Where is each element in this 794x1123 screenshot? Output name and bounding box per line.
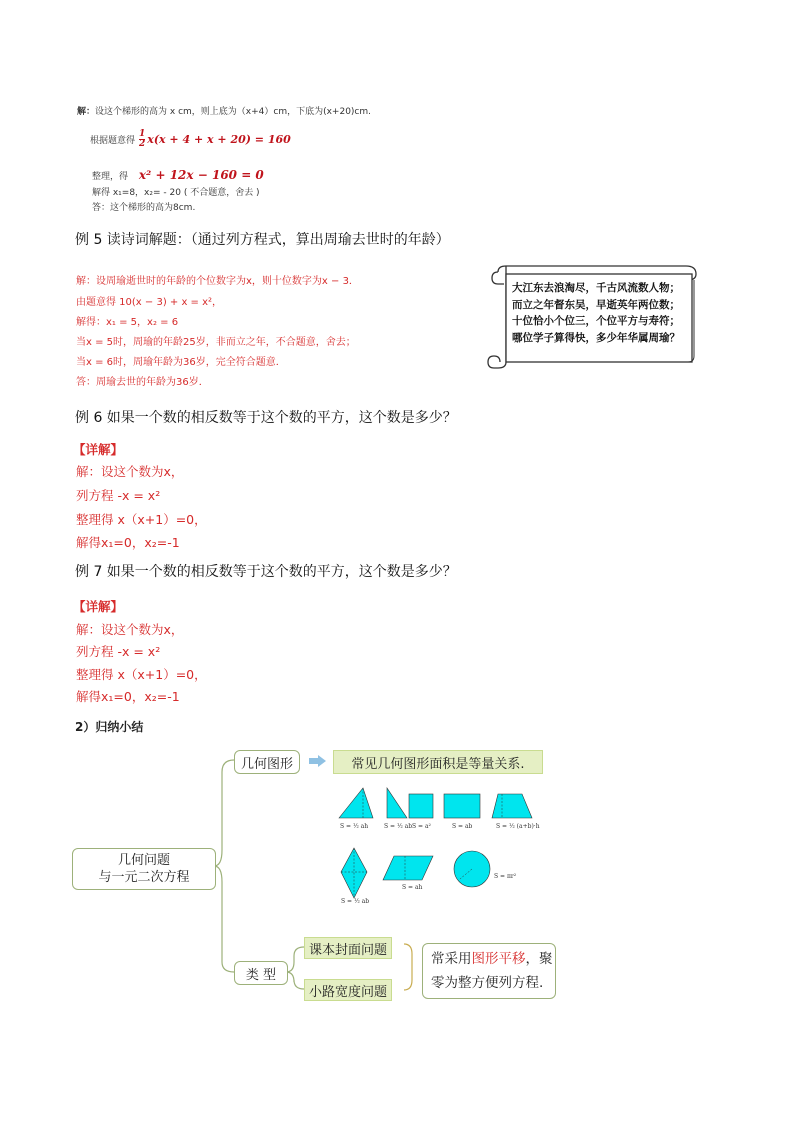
square-shape — [409, 794, 433, 818]
branch-type: 类 型 — [234, 961, 288, 985]
example6-l2: 列方程 -x = x² — [76, 488, 161, 503]
type-item-cover: 课本封面问题 — [304, 937, 392, 959]
poem-line: 大江东去浪淘尽，千古风流数人物； — [512, 282, 680, 294]
arrow-right-icon — [309, 755, 327, 767]
formula-triangle: S = ½ ah — [340, 823, 369, 830]
example6-l3: 整理得 x（x+1）=0， — [76, 512, 207, 527]
example7-l3: 整理得 x（x+1）=0， — [76, 667, 207, 682]
example7-l1: 解：设这个数为x， — [76, 622, 184, 637]
example5-line2: 由题意得 10(x − 3) + x = x²， — [76, 297, 223, 308]
half-fraction: 1 2 — [139, 129, 146, 149]
formula-square: S = a² — [412, 823, 431, 830]
example7-heading: 例 7 如果一个数的相反数等于这个数的平方，这个数是多少？ — [75, 564, 457, 580]
triangle-shape — [339, 788, 373, 818]
example6-heading: 例 6 如果一个数的相反数等于这个数的平方，这个数是多少？ — [75, 410, 457, 426]
example7-l4: 解得x₁=0，x₂=-1 — [76, 689, 180, 704]
trapezoid-line1: 解：设这个梯形的高为 x cm，则上底为（x+4）cm，下底为(x+20)cm. — [77, 107, 372, 117]
poem-line: 哪位学子算得快，多少年华属周瑜？ — [512, 331, 680, 344]
example5-line5: 当x = 6时，周瑜年龄为36岁，完全符合题意． — [76, 357, 286, 368]
method-line1: 常采用图形平移，聚 — [431, 951, 553, 967]
trapezoid-line2: 根据题意得 1 2 x(x + 4 + x + 20) = 160 — [90, 129, 291, 149]
trapezoid-shape — [492, 794, 532, 818]
poem-line: 而立之年督东吴，早逝英年两位数； — [512, 298, 680, 311]
method-line2: 零为整方便列方程. — [431, 975, 544, 991]
example6-tag: 【详解】 — [73, 442, 124, 457]
example5-line6: 答：周瑜去世的年龄为36岁． — [76, 377, 209, 388]
rectangle-shape — [444, 794, 480, 818]
formula-parallelogram: S = ah — [402, 884, 423, 891]
parallelogram-shape — [383, 856, 433, 880]
example7-l2: 列方程 -x = x² — [76, 644, 161, 659]
root-line1: 几何问题 — [117, 853, 170, 868]
formula-trapezoid: S = ½ (a+b)·h — [496, 823, 540, 830]
summary-heading: 2）归纳小结 — [75, 720, 144, 734]
example5-line1: 解：设周瑜逝世时的年龄的个位数字为x，则十位数字为x − 3． — [76, 276, 359, 287]
area-shapes-figure — [335, 784, 535, 914]
example6-l4: 解得x₁=0，x₂=-1 — [76, 535, 180, 550]
root-line2: 与一元二次方程 — [98, 870, 190, 885]
example5-heading: 例 5 读诗词解题：（通过列方程式，算出周瑜去世时的年龄） — [75, 232, 450, 248]
formula-circle: S = πr² — [494, 873, 517, 880]
branch-geometry: 几何图形 — [234, 750, 300, 774]
geometry-note: 常见几何图形面积是等量关系. — [333, 750, 543, 774]
method-highlight: 图形平移 — [471, 951, 526, 967]
example5-line4: 当x = 5时，周瑜的年龄25岁，非而立之年，不合题意，舍去； — [76, 337, 356, 348]
trapezoid-line5: 答：这个梯形的高为8cm. — [92, 203, 196, 213]
right-triangle-shape — [387, 788, 407, 818]
method-note — [422, 943, 556, 999]
example5-line3: 解得：x₁ = 5，x₂ = 6 — [76, 317, 179, 328]
trapezoid-line4: 解得 x₁=8，x₂= - 20 ( 不合题意，舍去 ) — [92, 188, 260, 198]
formula-rectangle: S = ab — [452, 823, 473, 830]
type-item-path: 小路宽度问题 — [304, 979, 392, 1001]
trapezoid-line3: 整理，得 x² + 12x − 160 = 0 — [92, 168, 264, 182]
formula-right-triangle: S = ½ ab — [384, 823, 413, 830]
example6-l1: 解：设这个数为x， — [76, 464, 184, 479]
root-node — [72, 848, 216, 890]
formula-rhombus: S = ½ ab — [341, 898, 370, 905]
poem-line: 十位恰小个位三，个位平方与寿符； — [512, 315, 680, 327]
example7-tag: 【详解】 — [73, 599, 124, 614]
